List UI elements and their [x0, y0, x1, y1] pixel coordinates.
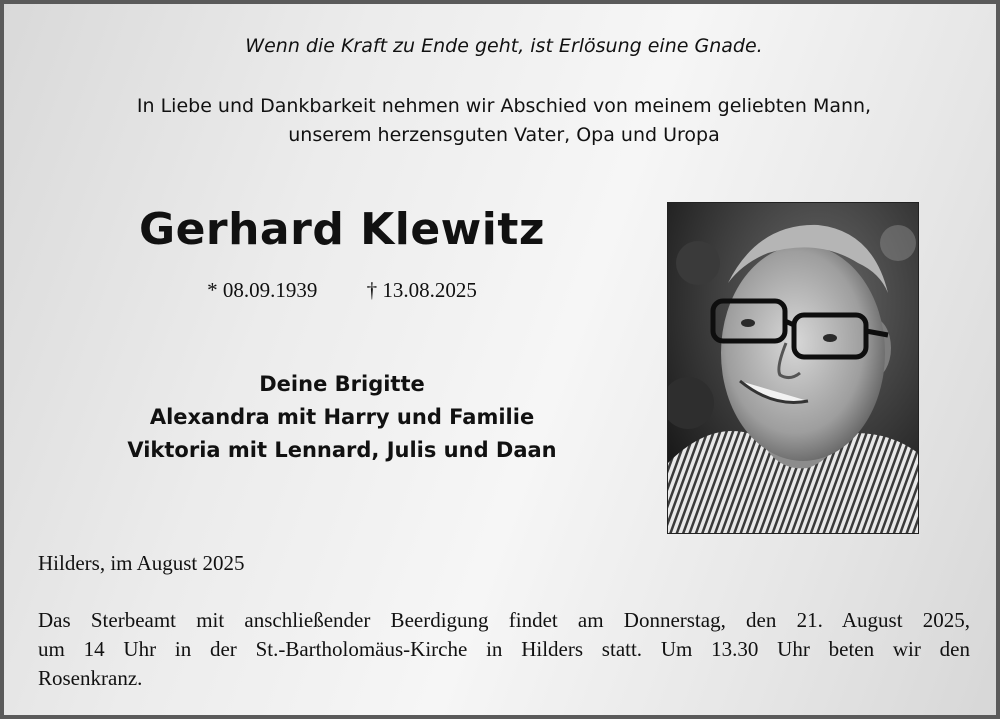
birth-date: * 08.09.1939 — [207, 278, 318, 302]
survivor-line: Deine Brigitte — [259, 372, 425, 396]
survivor-line: Viktoria mit Lennard, Julis und Daan — [127, 438, 557, 462]
intro-line-1: In Liebe und Dankbarkeit nehmen wir Abschied von meinem geliebten Mann, — [136, 95, 872, 117]
notice-line-3: Rosenkranz. — [38, 666, 143, 690]
place-and-date: Hilders, im August 2025 — [38, 551, 245, 575]
survivor-line: Alexandra mit Harry und Familie — [149, 405, 535, 429]
notice-line-1: Das Sterbeamt mit anschließender Beerdigung findet am Donnerstag, den 21. August 2025, — [38, 608, 970, 632]
portrait-photo — [667, 202, 919, 534]
motto: Wenn die Kraft zu Ende geht, ist Erlösung eine Gnade. — [245, 35, 763, 57]
intro-line-2: unserem herzensguten Vater, Opa und Uropa — [288, 124, 720, 146]
deceased-name: Gerhard Klewitz — [138, 204, 546, 255]
intro-text — [4, 92, 1000, 150]
life-dates — [4, 278, 680, 303]
notice-line-2: um 14 Uhr in der St.-Bartholomäus-Kirche in Hilders statt. Um 13.30 Uhr beten wir den — [38, 637, 970, 661]
survivors-list — [4, 368, 680, 467]
portrait-illustration — [668, 203, 918, 533]
funeral-notice — [38, 606, 970, 693]
death-date: † 13.08.2025 — [366, 278, 477, 302]
